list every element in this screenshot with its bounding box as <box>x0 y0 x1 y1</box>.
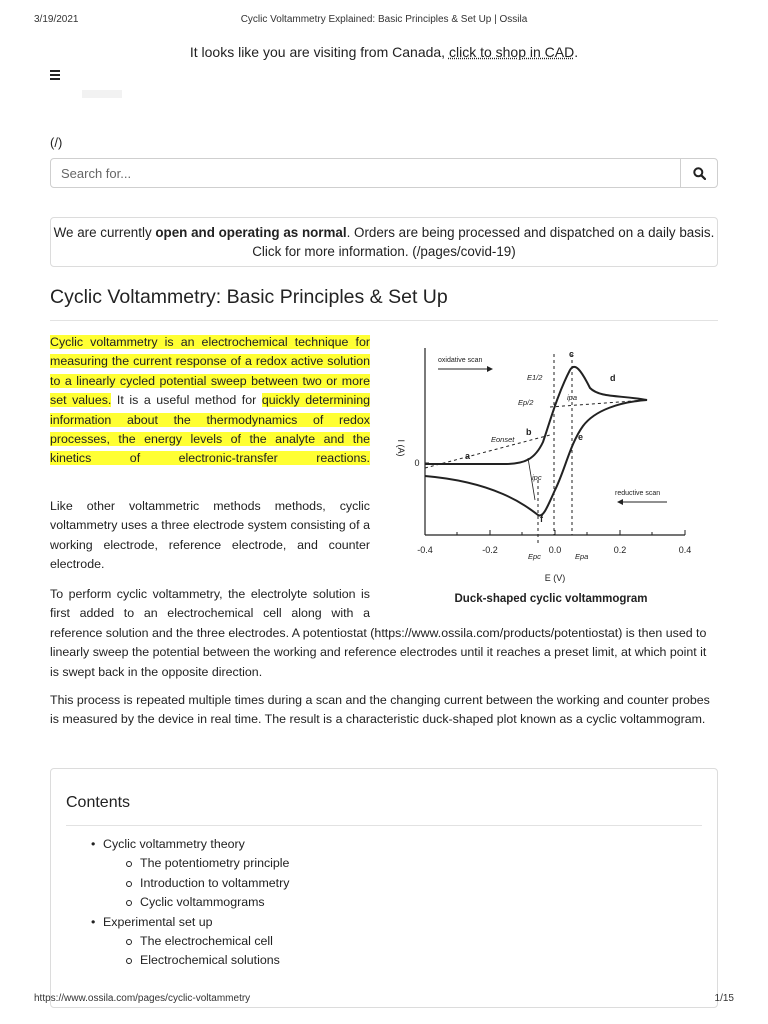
reductive-scan-label: reductive scan <box>615 490 661 497</box>
toc-item-solutions[interactable]: Electrochemical solutions <box>103 951 289 970</box>
print-footer <box>34 993 734 1004</box>
print-title: Cyclic Voltammetry Explained: Basic Principles & Set Up | Ossila <box>240 14 528 25</box>
notice-more-info: Click for more information. (/pages/covid-19) <box>252 244 516 259</box>
search-icon <box>693 167 706 180</box>
contents-divider <box>66 825 702 826</box>
x-tick-label: 0.4 <box>678 545 692 555</box>
i-pa-label: ipa <box>567 393 578 402</box>
e-p2-label: Ep/2 <box>518 398 534 407</box>
y-axis-label: I (A) <box>396 439 406 457</box>
x-tick-label: 0.2 <box>613 545 627 555</box>
voltammogram-figure <box>385 340 710 590</box>
print-date: 3/19/2021 <box>34 14 79 25</box>
cv-curve <box>425 367 647 516</box>
point-label-e: e <box>578 432 584 442</box>
home-link[interactable]: (/) <box>50 135 63 150</box>
search-bar <box>50 158 718 188</box>
x-tick-label: -0.2 <box>482 545 498 555</box>
figure-caption: Duck-shaped cyclic voltammogram <box>454 593 648 605</box>
x-tick-label: -0.4 <box>417 545 433 555</box>
table-of-contents <box>50 768 718 1008</box>
x-axis-label: E (V) <box>544 573 566 583</box>
intro-paragraph: Cyclic voltammetry is an electrochemical technique for measuring the current response of a redox active solution to a linearly cycled potential sweep between two or more set values. It is a useful method for quickly determining information about the thermodynamics of redox processes, the energy levels of the analyte and the kinetics of electronic-transfer reactions. <box>50 335 370 466</box>
toc-item-setup[interactable]: • Experimental set up <box>103 913 289 932</box>
print-page-number: 1/15 <box>714 993 734 1004</box>
e-onset-label: Eonset <box>491 435 515 444</box>
x-ticks <box>425 463 685 535</box>
print-url: https://www.ossila.com/pages/cyclic-voltammetry <box>34 993 251 1004</box>
search-button[interactable] <box>680 159 717 187</box>
e-pc-label: Epc <box>528 552 541 561</box>
title-divider <box>50 320 718 321</box>
toc-item-voltammograms[interactable]: Cyclic voltammograms <box>103 893 289 912</box>
point-label-a: a <box>465 451 471 461</box>
region-banner: It looks like you are visiting from Canada, click to shop in CAD. <box>189 44 579 60</box>
x-tick-label: 0.0 <box>548 545 562 555</box>
y-zero-label: 0 <box>414 458 420 468</box>
point-label-b: b <box>526 427 532 437</box>
toc-item-intro-voltammetry[interactable]: Introduction to voltammetry <box>103 874 289 893</box>
highlight-definition: Cyclic voltammetry is an electrochemical technique for measuring the current response of a redox active solution to a linearly cycled potential sweep between two or more set values. <box>50 335 370 408</box>
toc-item-cell[interactable]: The electrochemical cell <box>103 932 289 951</box>
oxidative-scan-label: oxidative scan <box>438 357 483 364</box>
region-banner-text: It looks like you are visiting from Canada, <box>189 44 449 60</box>
notice-emphasis: open and operating as normal <box>155 225 347 240</box>
point-label-f: f <box>540 514 543 524</box>
contents-title: Contents <box>66 794 131 811</box>
menu-icon[interactable] <box>50 68 62 82</box>
highlight-uses: quickly determining information about the thermodynamics of redox processes, the energy levels of the analyte and the kinetics of electronic-transfer reactions. <box>50 393 370 466</box>
contents-list <box>103 835 289 971</box>
toc-item-potentiometry[interactable]: The potentiometry principle <box>103 854 289 873</box>
search-input[interactable] <box>51 159 680 187</box>
toc-item-theory[interactable]: • Cyclic voltammetry theory <box>103 835 289 854</box>
shop-in-cad-link[interactable]: click to shop in CAD <box>448 44 575 60</box>
point-label-c: c <box>569 349 575 359</box>
procedure-paragraph-end: reference solution and the three electrodes. A potentiostat (https://www.ossila.com/products/potentiostat) is then used to linearly sweep the potential between the working and reference electrodes until it reaches a preset limit, at which point it is swept back in the opposite direction. <box>50 626 707 679</box>
site-logo[interactable] <box>82 90 122 98</box>
page-title: Cyclic Voltammetry: Basic Principles & Set Up <box>50 286 448 308</box>
i-pc-label: ipc <box>532 473 542 482</box>
electrode-paragraph: Like other voltammetric methods methods, cyclic voltammetry uses a three electrode system consisting of a working electrode, reference electrode, and counter electrode. <box>50 499 370 572</box>
procedure-paragraph-start: To perform cyclic voltammetry, the electrolyte solution is first added to an electrochemical cell along with a <box>50 587 370 621</box>
repeat-paragraph: This process is repeated multiple times during a scan and the changing current between the working and counter probes is measured by the device in real time. The result is a characteristic duck-shaped plot known as a cyclic voltammogram. <box>50 693 710 727</box>
e-half-label: E1/2 <box>527 373 543 382</box>
print-header <box>34 14 734 25</box>
covid-notice[interactable]: We are currently open and operating as normal. Orders are being processed and dispatched on a daily basis. Click for more information. (/pages/covid-19) <box>50 217 718 267</box>
e-pa-label: Epa <box>575 552 589 561</box>
point-label-d: d <box>610 373 616 383</box>
